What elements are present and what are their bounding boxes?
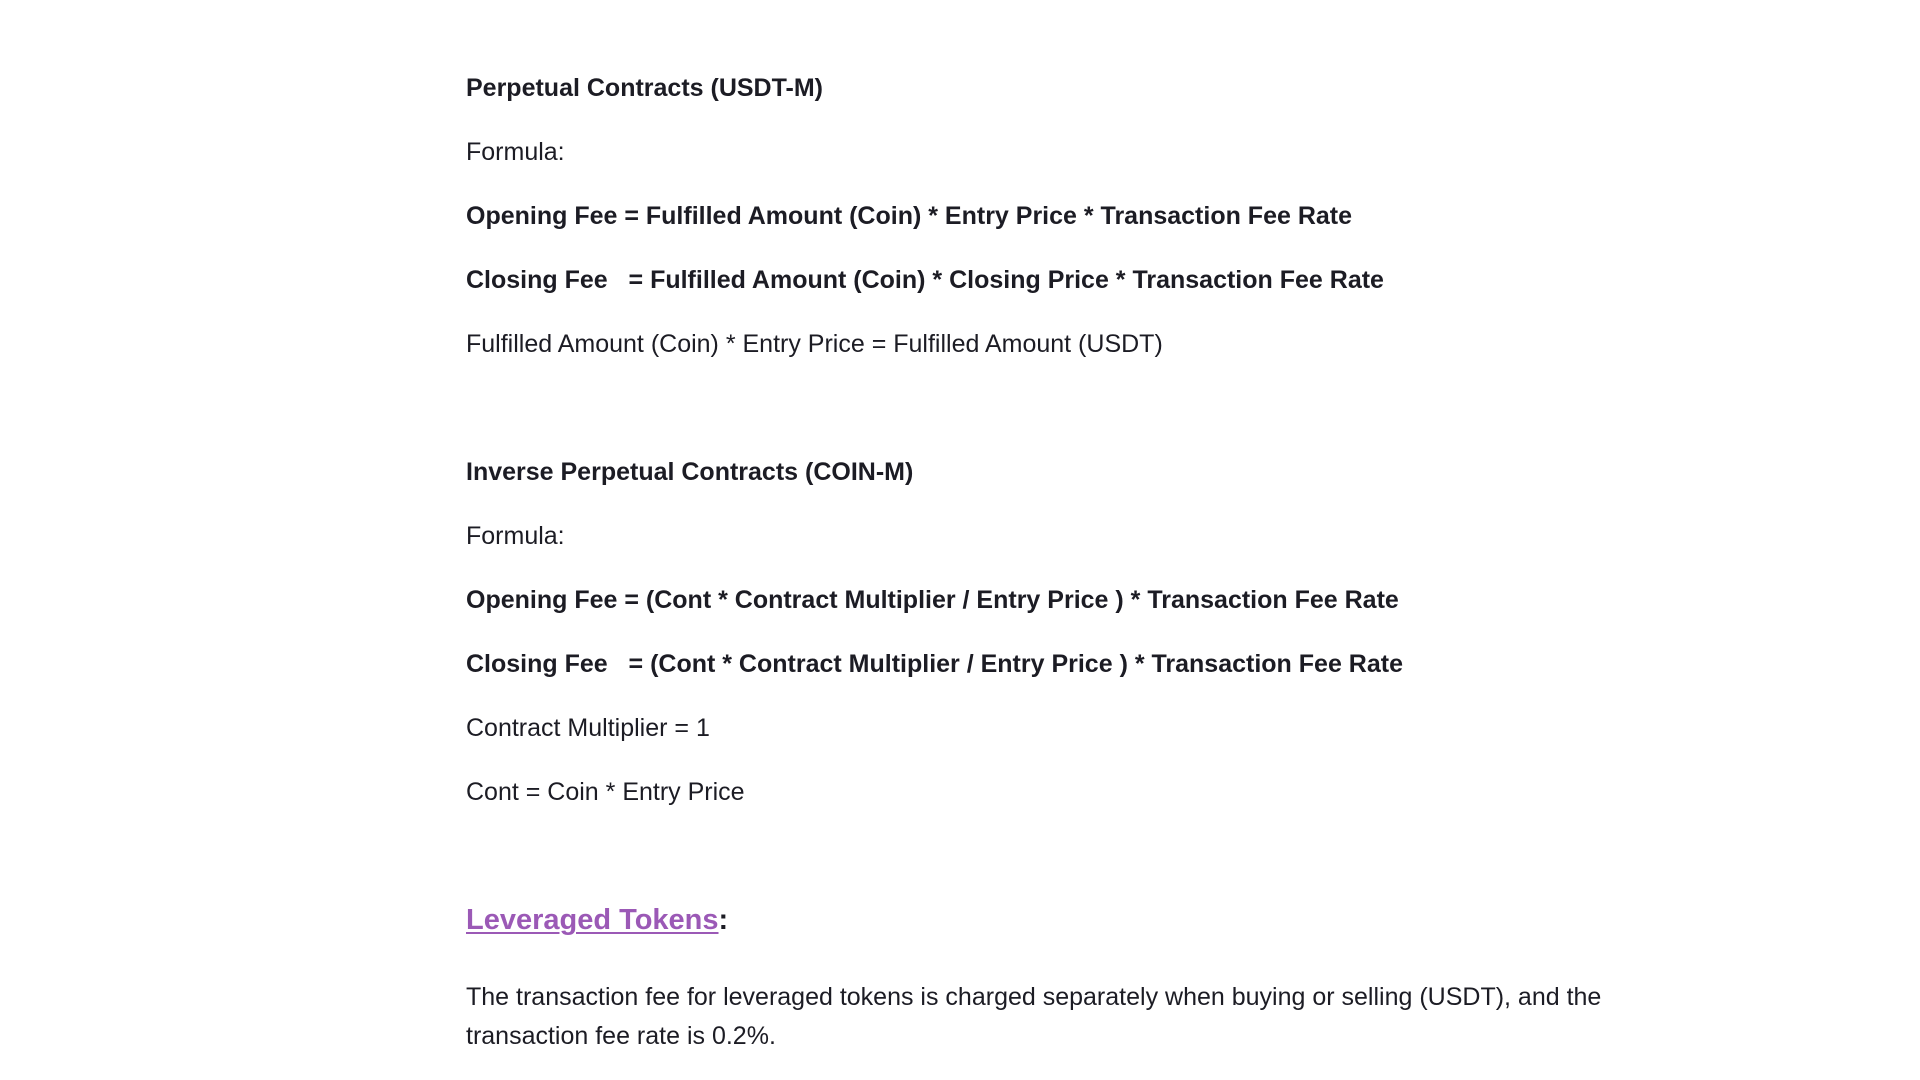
perpetual-title: Perpetual Contracts (USDT-M) xyxy=(466,74,823,102)
inverse-opening-fee: Opening Fee = (Cont * Contract Multiplier / Entry Price ) * Transaction Fee Rate xyxy=(466,586,1399,614)
perpetual-opening-fee: Opening Fee = Fulfilled Amount (Coin) * Entry Price * Transaction Fee Rate xyxy=(466,202,1353,230)
leveraged-heading xyxy=(466,902,728,938)
leveraged-description: The transaction fee for leveraged tokens is charged separately when buying or selling (USDT), and the transaction fee rate is 0.2%. xyxy=(466,983,1602,1050)
inverse-multiplier-note: Contract Multiplier = 1 xyxy=(466,714,710,742)
inverse-formula-label: Formula: xyxy=(466,522,565,550)
leveraged-heading-colon: : xyxy=(718,904,729,936)
perpetual-closing-fee: Closing Fee = Fulfilled Amount (Coin) * Closing Price * Transaction Fee Rate xyxy=(466,266,1384,294)
perpetual-note: Fulfilled Amount (Coin) * Entry Price = Fulfilled Amount (USDT) xyxy=(466,330,1163,358)
inverse-title: Inverse Perpetual Contracts (COIN-M) xyxy=(466,458,914,486)
inverse-closing-fee: Closing Fee = (Cont * Contract Multiplier / Entry Price ) * Transaction Fee Rate xyxy=(466,650,1403,678)
leveraged-tokens-link[interactable]: Leveraged Tokens xyxy=(466,904,719,936)
perpetual-formula-label: Formula: xyxy=(466,138,565,166)
inverse-cont-note: Cont = Coin * Entry Price xyxy=(466,778,745,806)
